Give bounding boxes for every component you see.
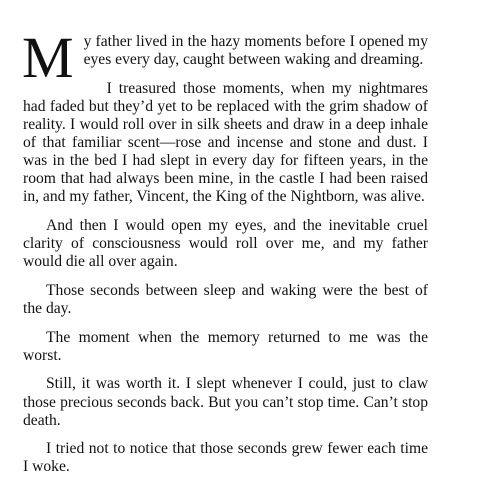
body-paragraph-5: Still, it was worth it. I slept whenever I could, just to claw those precious seconds back. But you can’t stop time. Can’t stop death.: [23, 375, 428, 429]
opening-paragraph: [22, 25, 428, 90]
opening-paragraph-text: y father lived in the hazy moments before I opened my eyes every day, caught between waking and dreaming.: [83, 33, 428, 69]
body-paragraph-1: I treasured those moments, when my nightmares had faded but they’d yet to be replaced with the grim shadow of reality. I would roll over in silk sheets and draw in a deep inhale of that familiar scent—rose and incense and stone and dust. I was in the bed I had slept in every day for fifteen years, in the room that had always been mine, in the castle I had been raised in, and my father, Vincent, the King of the Nightborn, was alive.: [23, 79, 428, 206]
drop-cap-letter: M: [22, 25, 74, 90]
body-paragraph-3: Those seconds between sleep and waking were the best of the day.: [23, 281, 428, 317]
body-paragraph-4: The moment when the memory returned to me was the worst.: [23, 328, 428, 364]
body-paragraph-6: I tried not to notice that those seconds grew fewer each time I woke.: [23, 440, 428, 476]
body-paragraph-2: And then I would open my eyes, and the inevitable cruel clarity of consciousness would roll over me, and my father would die all over again.: [23, 217, 428, 271]
